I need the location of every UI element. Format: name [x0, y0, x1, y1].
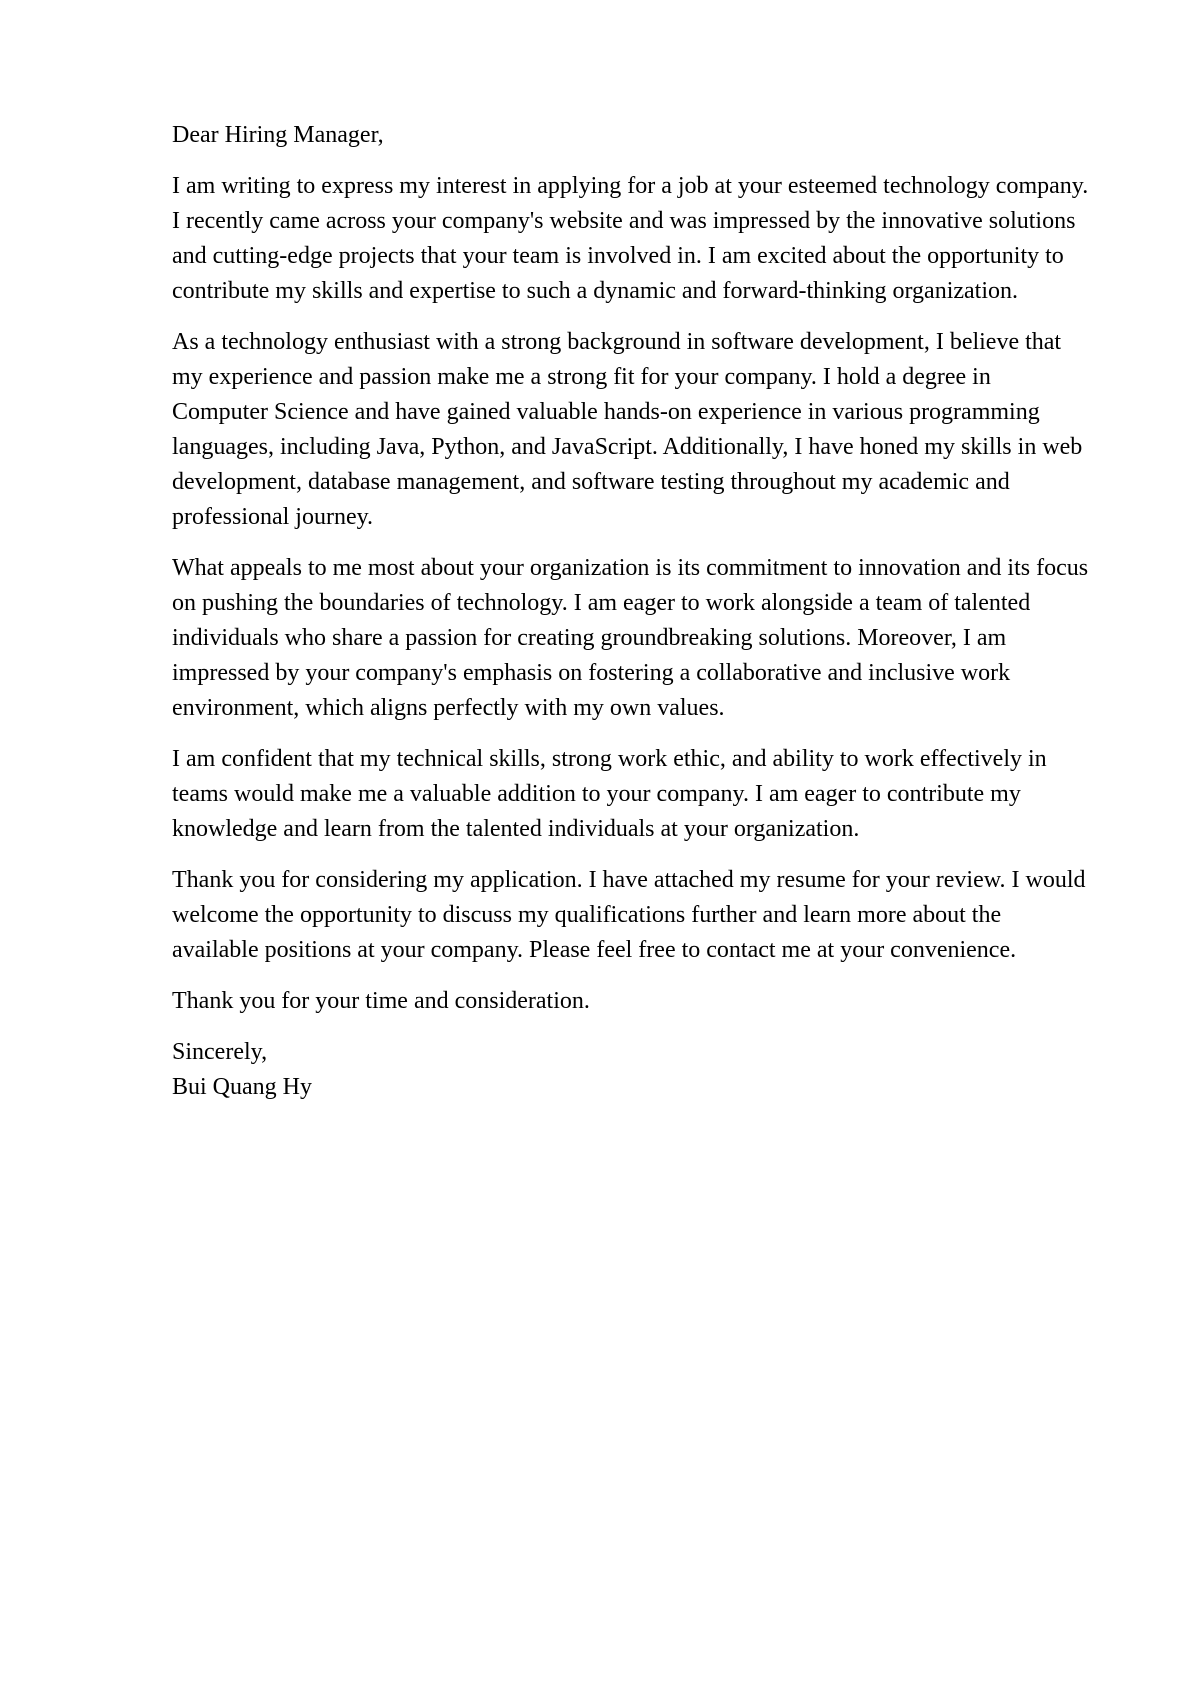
closing-block [172, 1035, 1092, 1105]
paragraph-appeal: What appeals to me most about your organization is its commitment to innovation and its focus on pushing the boundaries of technology. I am eager to work alongside a team of talented individuals who share a passion for creating groundbreaking solutions. Moreover, I am impressed by your company's emphasis on fostering a collaborative and inclusive work environment, which aligns perfectly with my own values. [172, 555, 1089, 721]
closing: Sincerely, [172, 1039, 268, 1065]
paragraph-thanks-time: Thank you for your time and consideration. [172, 988, 590, 1014]
cover-letter [172, 118, 1092, 1105]
paragraph-background: As a technology enthusiast with a strong background in software development, I believe that my experience and passion make me a strong fit for your company. I hold a degree in Computer Science and have gained valuable hands-on experience in various programming languages, including Java, Python, and JavaScript. Additionally, I have honed my skills in web development, database management, and software testing throughout my academic and professional journey. [172, 329, 1083, 530]
paragraph-interest: I am writing to express my interest in applying for a job at your esteemed technology company. I recently came across your company's website and was impressed by the innovative solutions and cutting-edge projects that your team is involved in. I am excited about the opportunity to contribute my skills and expertise to such a dynamic and forward-thinking organization. [172, 173, 1089, 304]
paragraph-thanks-application: Thank you for considering my application. I have attached my resume for your review. I would welcome the opportunity to discuss my qualifications further and learn more about the available positions at your company. Please feel free to contact me at your convenience. [172, 867, 1086, 963]
paragraph-confidence: I am confident that my technical skills, strong work ethic, and ability to work effectively in teams would make me a valuable addition to your company. I am eager to contribute my knowledge and learn from the talented individuals at your organization. [172, 746, 1047, 842]
signature-name: Bui Quang Hy [172, 1074, 312, 1100]
salutation: Dear Hiring Manager, [172, 122, 384, 148]
